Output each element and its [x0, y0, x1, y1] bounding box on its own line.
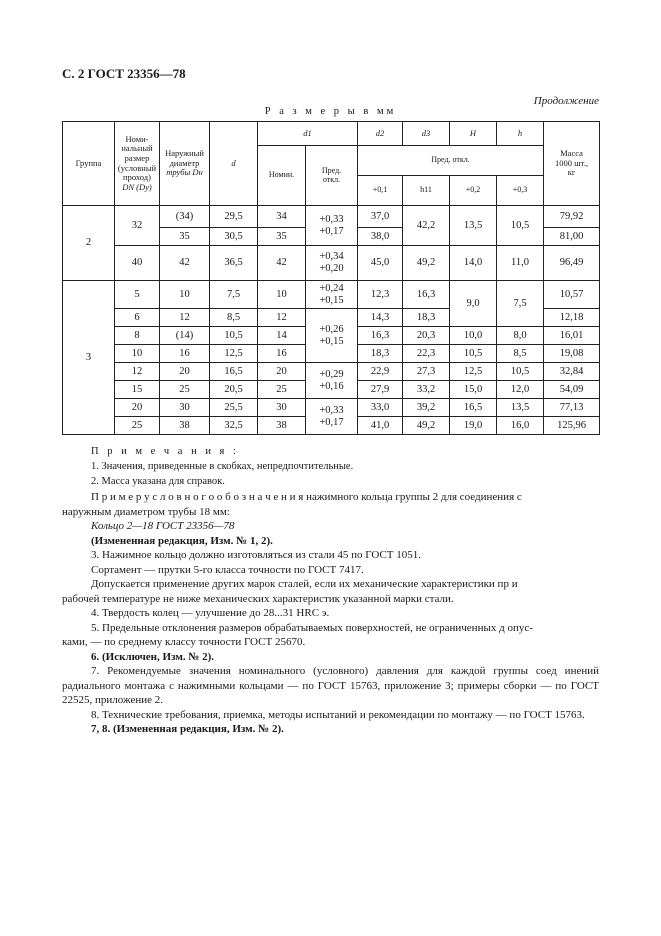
note-item: 1. Значения, приведенные в скобках, непредпочтительные.	[91, 461, 354, 472]
paragraph-5-cont: ками, — по среднему классу точности ГОСТ 25670.	[62, 636, 306, 648]
cell-dn: 40	[115, 246, 160, 281]
cell-d1: 20	[258, 363, 306, 381]
header-mass: Масса 1000 шт., кг	[544, 122, 600, 206]
cell-H: 13,5	[450, 206, 497, 246]
cell-h: 10,5	[497, 363, 544, 381]
cell-dnar: 30	[160, 399, 210, 417]
cell-h: 8,0	[497, 327, 544, 345]
cell-dnar: (14)	[160, 327, 210, 345]
cell-d1: 25	[258, 381, 306, 399]
cell-d: 12,5	[210, 345, 258, 363]
table-row	[63, 399, 600, 417]
header-d1: d1	[258, 122, 358, 146]
table-row	[63, 363, 600, 381]
note-item: 2. Масса указана для справок.	[91, 476, 225, 487]
cell-d: 20,5	[210, 381, 258, 399]
cell-d1-tol: +0,26 +0,15	[306, 309, 358, 363]
cell-d: 16,5	[210, 363, 258, 381]
cell-dn: 8	[115, 327, 160, 345]
notes-title: П р и м е ч а н и я :	[91, 446, 239, 457]
cell-dnar: (34)	[160, 206, 210, 228]
group-cell: 2	[63, 206, 115, 281]
cell-d2: 38,0	[358, 228, 403, 246]
cell-H: 15,0	[450, 381, 497, 399]
cell-d2: 18,3	[358, 345, 403, 363]
cell-d3: 39,2	[403, 399, 450, 417]
cell-H: 14,0	[450, 246, 497, 281]
page-header: С. 2 ГОСТ 23356—78	[62, 66, 186, 81]
cell-d1-tol: +0,24 +0,15	[306, 281, 358, 309]
dimensions-table	[62, 121, 600, 435]
cell-d3: 33,2	[403, 381, 450, 399]
cell-H: 12,5	[450, 363, 497, 381]
cell-dnar: 16	[160, 345, 210, 363]
cell-d2: 12,3	[358, 281, 403, 309]
cell-dnar: 42	[160, 246, 210, 281]
revision-note-1: (Измененная редакция, Изм. № 1, 2).	[91, 534, 273, 547]
cell-dn: 10	[115, 345, 160, 363]
paragraph-3c-cont: рабочей температуре не ниже механических характеристик указанной марки стали.	[62, 592, 454, 605]
cell-dn: 20	[115, 399, 160, 417]
cell-dn: 5	[115, 281, 160, 309]
table-row	[63, 281, 600, 309]
table-row	[63, 206, 600, 228]
cell-H: 10,0	[450, 327, 497, 345]
header-d: d	[210, 122, 258, 206]
paragraph-3c: Допускается применение других марок сталей, если их механические характеристики пр и	[91, 578, 518, 590]
cell-d3: 20,3	[403, 327, 450, 345]
cell-dn: 25	[115, 417, 160, 435]
cell-mass: 10,57	[544, 281, 600, 309]
tol-h: +0,3	[497, 176, 544, 206]
cell-d2: 14,3	[358, 309, 403, 327]
cell-d2: 22,9	[358, 363, 403, 381]
example-lead: П р и м е р у с л о в н о г о о б о з н а ч е н и я	[91, 491, 304, 503]
cell-d3: 49,2	[403, 246, 450, 281]
cell-dn: 6	[115, 309, 160, 327]
cell-d1-tol: +0,34 +0,20	[306, 246, 358, 281]
cell-h: 11,0	[497, 246, 544, 281]
notes-block	[91, 444, 353, 489]
cell-dnar: 35	[160, 228, 210, 246]
cell-mass: 79,92	[544, 206, 600, 228]
cell-h: 13,5	[497, 399, 544, 417]
header-outer-diameter: Наружный диаметр трубы Dн	[160, 122, 210, 206]
cell-d2: 16,3	[358, 327, 403, 345]
paragraph-3b: Сортамент — прутки 5-го класса точности по ГОСТ 7417.	[91, 563, 364, 576]
document-body	[62, 490, 599, 737]
header-d3: d3	[403, 122, 450, 146]
cell-h: 16,0	[497, 417, 544, 435]
cell-dnar: 38	[160, 417, 210, 435]
cell-dn: 12	[115, 363, 160, 381]
cell-H: 10,5	[450, 345, 497, 363]
header-pred-otkl-common: Пред. откл.	[358, 146, 544, 176]
cell-d1: 30	[258, 399, 306, 417]
cell-h: 8,5	[497, 345, 544, 363]
cell-d1-tol: +0,33 +0,17	[306, 206, 358, 246]
cell-mass: 81,00	[544, 228, 600, 246]
cell-dnar: 12	[160, 309, 210, 327]
cell-d: 29,5	[210, 206, 258, 228]
tol-d3: h11	[403, 176, 450, 206]
cell-d1: 34	[258, 206, 306, 228]
paragraph-7: 7. Рекомендуемые значения номинального (условного) давления для каждой группы соед инений радиального монтажа с нажимными кольцами — по ГОСТ 15763, приложение 3; примеры сборки — по ГОСТ 22525, приложение 2.	[62, 665, 599, 706]
cell-d3: 18,3	[403, 309, 450, 327]
cell-d: 32,5	[210, 417, 258, 435]
cell-mass: 32,84	[544, 363, 600, 381]
paragraph-4: 4. Твердость колец — улучшение до 28...31 HRC э.	[91, 607, 330, 619]
cell-d2: 33,0	[358, 399, 403, 417]
paragraph-6: 6. (Исключен, Изм. № 2).	[91, 650, 215, 663]
cell-d2: 27,9	[358, 381, 403, 399]
cell-d: 7,5	[210, 281, 258, 309]
cell-d3: 42,2	[403, 206, 450, 246]
cell-d: 30,5	[210, 228, 258, 246]
cell-d1-tol: +0,29 +0,16	[306, 363, 358, 399]
header-group: Группа	[63, 122, 115, 206]
cell-d: 25,5	[210, 399, 258, 417]
cell-d: 10,5	[210, 327, 258, 345]
continuation-label: Продолжение	[533, 95, 599, 107]
header-pred-otkl: Пред. откл.	[306, 146, 358, 206]
cell-d1: 38	[258, 417, 306, 435]
cell-h: 7,5	[497, 281, 544, 327]
cell-d1: 12	[258, 309, 306, 327]
cell-mass: 96,49	[544, 246, 600, 281]
cell-dnar: 10	[160, 281, 210, 309]
table-row	[63, 246, 600, 281]
designation: Кольцо 2—18 ГОСТ 23356—78	[91, 520, 235, 532]
cell-d2: 45,0	[358, 246, 403, 281]
cell-d1: 16	[258, 345, 306, 363]
cell-dn: 32	[115, 206, 160, 246]
cell-d1: 10	[258, 281, 306, 309]
cell-H: 19,0	[450, 417, 497, 435]
cell-mass: 54,09	[544, 381, 600, 399]
cell-dnar: 20	[160, 363, 210, 381]
header-nominal-size: Номи- нальный размер (условный проход) DN (Dу)	[115, 122, 160, 206]
revision-note-78: 7, 8. (Измененная редакция, Изм. № 2).	[91, 723, 284, 735]
cell-mass: 12,18	[544, 309, 600, 327]
group-cell: 3	[63, 281, 115, 435]
cell-d2: 41,0	[358, 417, 403, 435]
cell-d1-tol: +0,33 +0,17	[306, 399, 358, 435]
cell-mass: 16,01	[544, 327, 600, 345]
cell-d: 36,5	[210, 246, 258, 281]
example-rest: нажимного кольца группы 2 для соединения с	[303, 491, 522, 503]
paragraph-3: 3. Нажимное кольцо должно изготовляться из стали 45 по ГОСТ 1051.	[91, 549, 422, 561]
cell-mass: 125,96	[544, 417, 600, 435]
cell-d2: 37,0	[358, 206, 403, 228]
cell-mass: 19,08	[544, 345, 600, 363]
cell-dnar: 25	[160, 381, 210, 399]
cell-d1: 14	[258, 327, 306, 345]
cell-h: 10,5	[497, 206, 544, 246]
cell-d1: 42	[258, 246, 306, 281]
paragraph-8: 8. Технические требования, приемка, методы испытаний и рекомендации по монтажу — по ГОСТ 15763.	[91, 708, 585, 721]
cell-d3: 27,3	[403, 363, 450, 381]
tol-d2: +0,1	[358, 176, 403, 206]
cell-H: 9,0	[450, 281, 497, 327]
units-caption: Р а з м е р ы в мм	[264, 106, 397, 117]
cell-H: 16,5	[450, 399, 497, 417]
cell-d3: 49,2	[403, 417, 450, 435]
cell-mass: 77,13	[544, 399, 600, 417]
cell-d: 8,5	[210, 309, 258, 327]
cell-d1: 35	[258, 228, 306, 246]
cell-h: 12,0	[497, 381, 544, 399]
cell-dn: 15	[115, 381, 160, 399]
example-cont: наружным диаметром трубы 18 мм:	[62, 505, 230, 518]
header-H: H	[450, 122, 497, 146]
paragraph-5: 5. Предельные отклонения размеров обрабатываемых поверхностей, не ограниченных д опус-	[91, 621, 533, 634]
cell-d3: 16,3	[403, 281, 450, 309]
tol-H: +0,2	[450, 176, 497, 206]
header-h: h	[497, 122, 544, 146]
header-nomin: Номин.	[258, 146, 306, 206]
header-d2: d2	[358, 122, 403, 146]
cell-d3: 22,3	[403, 345, 450, 363]
